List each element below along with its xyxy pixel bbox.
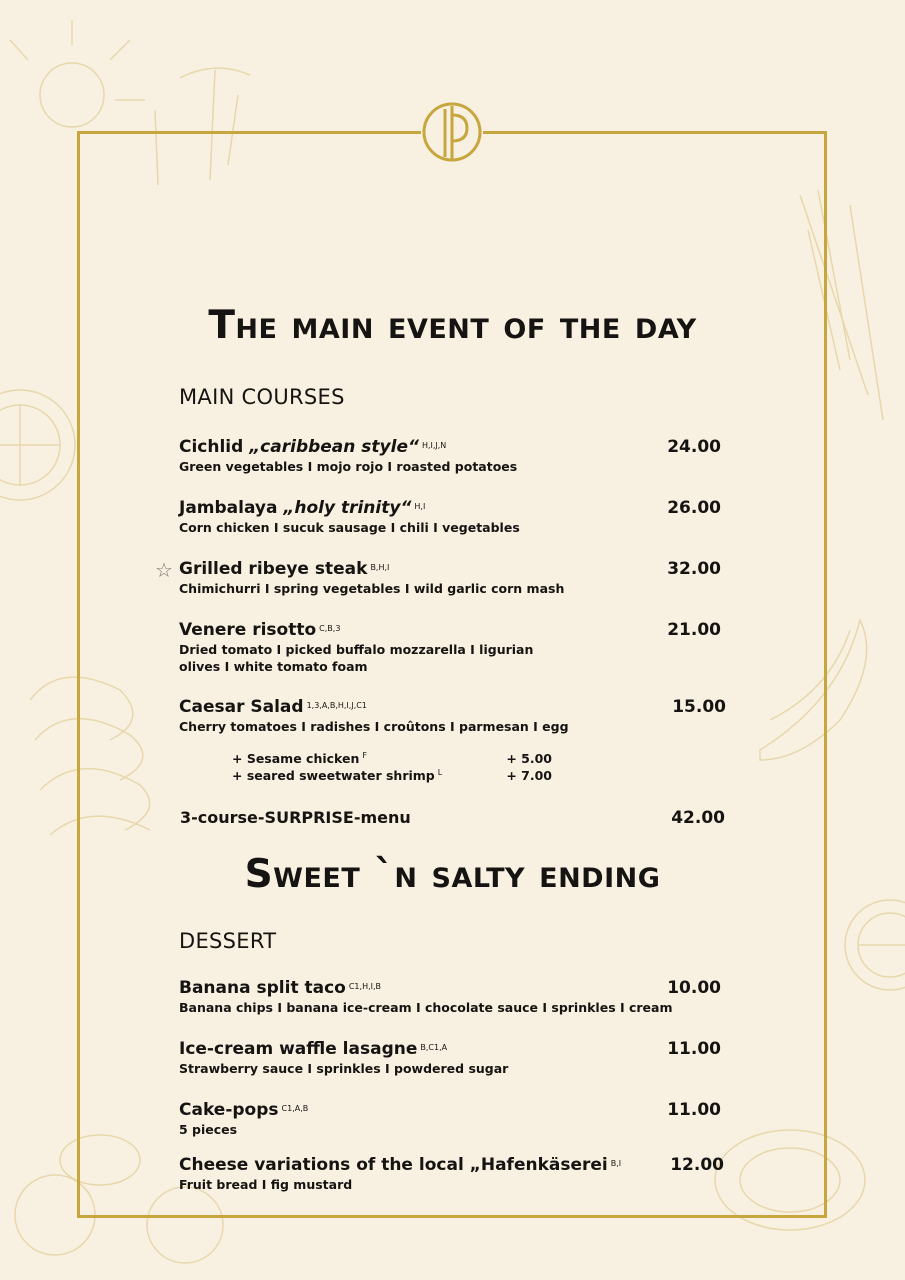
- item-price: 24.00: [667, 437, 721, 457]
- allergen-codes: B,H,I: [370, 563, 390, 572]
- allergen-codes: C1,H,I,B: [348, 982, 382, 991]
- item-name: 3-course-SURPRISE-menu: [180, 808, 411, 827]
- logo-monogram-icon: [421, 101, 483, 163]
- add-on-label: + seared sweetwater shrimp: [232, 768, 435, 783]
- star-outline-icon: ☆: [155, 558, 173, 582]
- allergen-codes: C1,A,B: [281, 1104, 309, 1113]
- item-name-italic: „caribbean style“: [249, 437, 419, 457]
- allergen-codes: L: [437, 768, 443, 777]
- item-description: Strawberry sauce I sprinkles I powdered sugar: [179, 1061, 509, 1076]
- allergen-codes: H,I: [414, 502, 426, 511]
- menu-item: [179, 978, 739, 1016]
- menu-item: [179, 620, 739, 675]
- item-name: Banana split taco: [179, 978, 346, 998]
- menu-item: [179, 559, 739, 597]
- menu-item-surprise: [180, 808, 740, 828]
- section-heading-dessert: DESSERT: [179, 929, 277, 953]
- item-price: 26.00: [667, 498, 721, 518]
- page-title-main: The main event of the day: [208, 303, 697, 348]
- item-description: Chimichurri I spring vegetables I wild garlic corn mash: [179, 581, 565, 596]
- allergen-codes: H,I,J,N: [421, 441, 447, 450]
- item-name-italic: „holy trinity“: [283, 498, 412, 518]
- item-price: 11.00: [667, 1100, 721, 1120]
- item-description: Corn chicken I sucuk sausage I chili I vegetables: [179, 520, 520, 535]
- item-price: 15.00: [672, 697, 726, 717]
- menu-item: [179, 498, 739, 536]
- item-description: Dried tomato I picked buffalo mozzarella I ligurian olives I white tomato foam: [179, 642, 534, 674]
- menu-item: [179, 1155, 739, 1193]
- menu-item: [179, 1039, 739, 1077]
- menu-item: [179, 1100, 739, 1138]
- allergen-codes: C,B,3: [319, 624, 341, 633]
- item-name: Cake-pops: [179, 1100, 279, 1120]
- item-description: Green vegetables I mojo rojo I roasted potatoes: [179, 459, 518, 474]
- add-on-item: [232, 751, 552, 766]
- page-title-dessert: Sweet `n salty ending: [244, 852, 661, 897]
- item-price: 12.00: [670, 1155, 724, 1175]
- item-price: 42.00: [671, 808, 725, 828]
- allergen-codes: 1,3,A,B,H,I,J,C1: [306, 701, 367, 710]
- add-on-price: + 7.00: [506, 768, 552, 783]
- section-heading-main-courses: MAIN COURSES: [179, 385, 345, 409]
- allergen-codes: F: [362, 751, 368, 760]
- item-price: 10.00: [667, 978, 721, 998]
- item-name: Cichlid: [179, 437, 244, 457]
- add-on-item: [232, 768, 552, 783]
- item-name: Cheese variations of the local „Hafenkäserei: [179, 1155, 608, 1175]
- item-price: 11.00: [667, 1039, 721, 1059]
- item-description: 5 pieces: [179, 1122, 238, 1137]
- menu-item: [179, 697, 739, 735]
- item-description: Banana chips I banana ice-cream I chocolate sauce I sprinkles I cream: [179, 1000, 673, 1015]
- item-name: Venere risotto: [179, 620, 317, 640]
- item-name: Ice-cream waffle lasagne: [179, 1039, 418, 1059]
- item-description: Cherry tomatoes I radishes I croûtons I parmesan I egg: [179, 719, 569, 734]
- allergen-codes: B,C1,A: [420, 1043, 448, 1052]
- item-price: 32.00: [667, 559, 721, 579]
- allergen-codes: B,I: [610, 1159, 622, 1168]
- item-price: 21.00: [667, 620, 721, 640]
- add-on-price: + 5.00: [506, 751, 552, 766]
- item-description: Fruit bread I fig mustard: [179, 1177, 353, 1192]
- item-name: Caesar Salad: [179, 697, 304, 717]
- add-on-label: + Sesame chicken: [232, 751, 360, 766]
- item-name: Grilled ribeye steak: [179, 559, 368, 579]
- item-name: Jambalaya: [179, 498, 278, 518]
- menu-item: [179, 437, 739, 475]
